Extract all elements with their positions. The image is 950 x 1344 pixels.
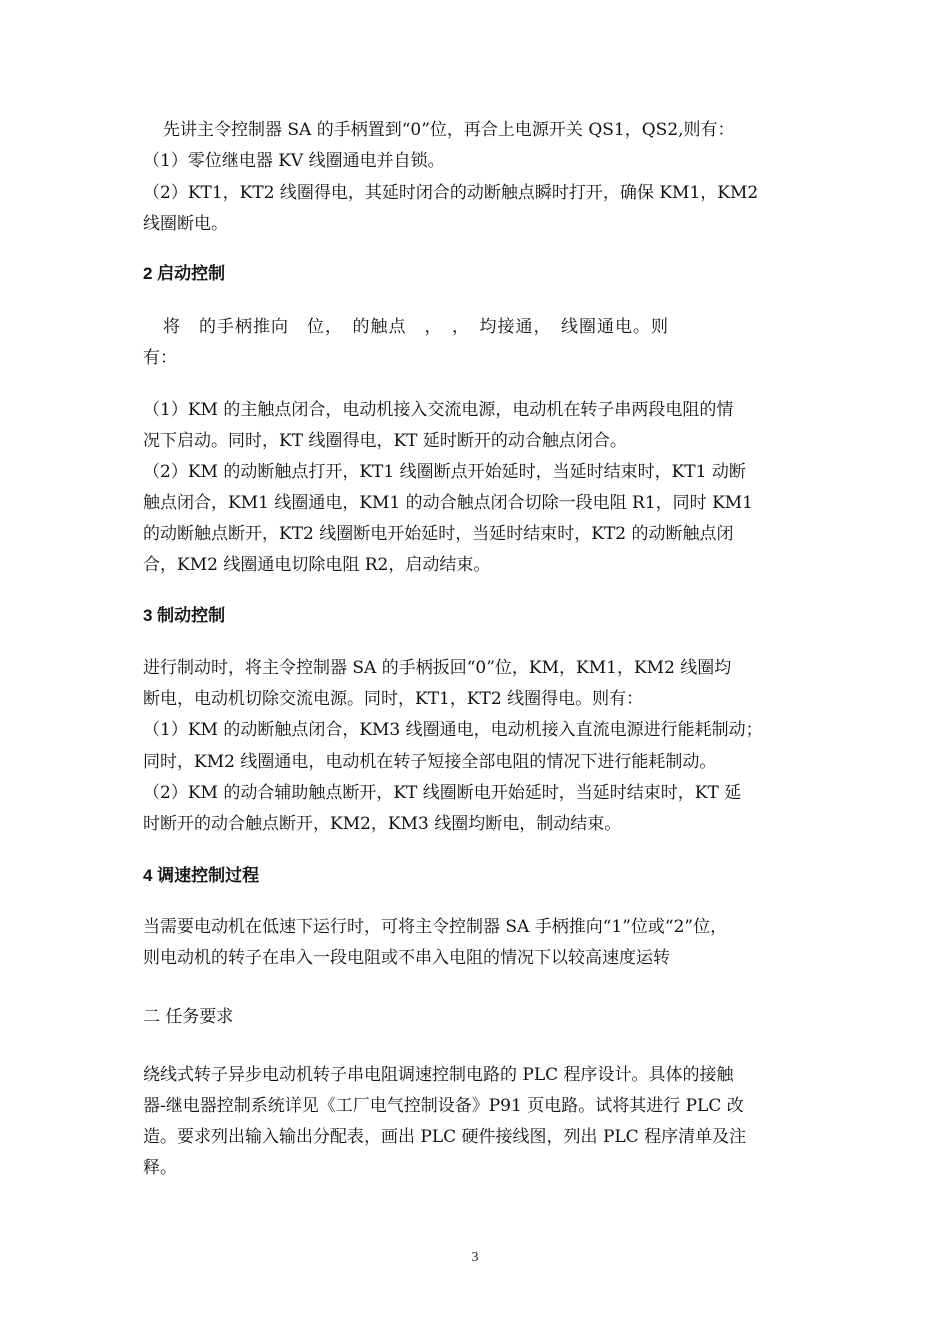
paragraph-line: 的动断触点断开，KT2 线圈断电开始延时，当延时结束时，KT2 的动断触点闭 (143, 524, 734, 544)
section-heading: 3 制动控制 (143, 606, 226, 625)
paragraph-line: 当需要电动机在低速下运行时，可将主令控制器 SA 手柄推向“1”位或“2”位， (143, 917, 728, 937)
paragraph-line: 进行制动时，将主令控制器 SA 的手柄扳回“0”位，KM，KM1，KM2 线圈均 (143, 658, 732, 678)
paragraph-line: 器-继电器控制系统详见《工厂电气控制设备》P91 页电路。试将其进行 PLC 改 (143, 1096, 744, 1116)
paragraph-line: 造。要求列出输入输出分配表，画出 PLC 硬件接线图，列出 PLC 程序清单及注 (143, 1127, 747, 1147)
paragraph-line: （2）KM 的动断触点打开，KT1 线圈断点开始延时，当延时结束时，KT1 动断 (143, 462, 746, 482)
paragraph-line: 况下启动。同时，KT 线圈得电，KT 延时断开的动合触点闭合。 (143, 431, 627, 451)
paragraph-line: 线圈断电。 (143, 214, 228, 234)
paragraph-line: 则电动机的转子在串入一段电阻或不串入电阻的情况下以较高速度运转 (143, 948, 670, 968)
paragraph-line: 时断开的动合触点断开，KM2，KM3 线圈均断电，制动结束。 (143, 814, 622, 834)
paragraph-line: 合，KM2 线圈通电切除电阻 R2，启动结束。 (143, 555, 491, 575)
paragraph-line: 先讲主令控制器 SA 的手柄置到“0”位，再合上电源开关 QS1，QS2,则有： (163, 120, 735, 140)
paragraph-line: 释。 (143, 1158, 177, 1178)
section-heading: 2 启动控制 (143, 264, 226, 283)
section-heading: 4 调速控制过程 (143, 866, 260, 885)
paragraph-line: 同时，KM2 线圈通电，电动机在转子短接全部电阻的情况下进行能耗制动。 (143, 752, 717, 772)
page-number: 3 (471, 1250, 479, 1265)
paragraph-line: 断电，电动机切除交流电源。同时，KT1，KT2 线圈得电。则有： (143, 689, 644, 709)
paragraph-line: （2）KT1，KT2 线圈得电，其延时闭合的动断触点瞬时打开，确保 KM1，KM2 (143, 183, 759, 203)
paragraph-line: 触点闭合，KM1 线圈通电，KM1 的动合触点闭合切除一段电阻 R1，同时 KM1 (143, 493, 753, 513)
paragraph-line: 将 的手柄推向 位， 的触点 ， ， 均接通， 线圈通电。则 (163, 317, 669, 337)
paragraph-line: 绕线式转子异步电动机转子串电阻调速控制电路的 PLC 程序设计。具体的接触 (143, 1065, 734, 1085)
paragraph-line: （1）KM 的主触点闭合，电动机接入交流电源，电动机在转子串两段电阻的情 (143, 400, 734, 420)
paragraph-line: （2）KM 的动合辅助触点断开，KT 线圈断电开始延时，当延时结束时，KT 延 (143, 783, 742, 803)
paragraph-line: 有： (143, 348, 177, 368)
paragraph-line: （1）零位继电器 KV 线圈通电并自锁。 (143, 151, 445, 171)
paragraph-line: （1）KM 的动断触点闭合，KM3 线圈通电，电动机接入直流电源进行能耗制动； (143, 720, 763, 740)
section-title: 二 任务要求 (143, 1007, 234, 1027)
